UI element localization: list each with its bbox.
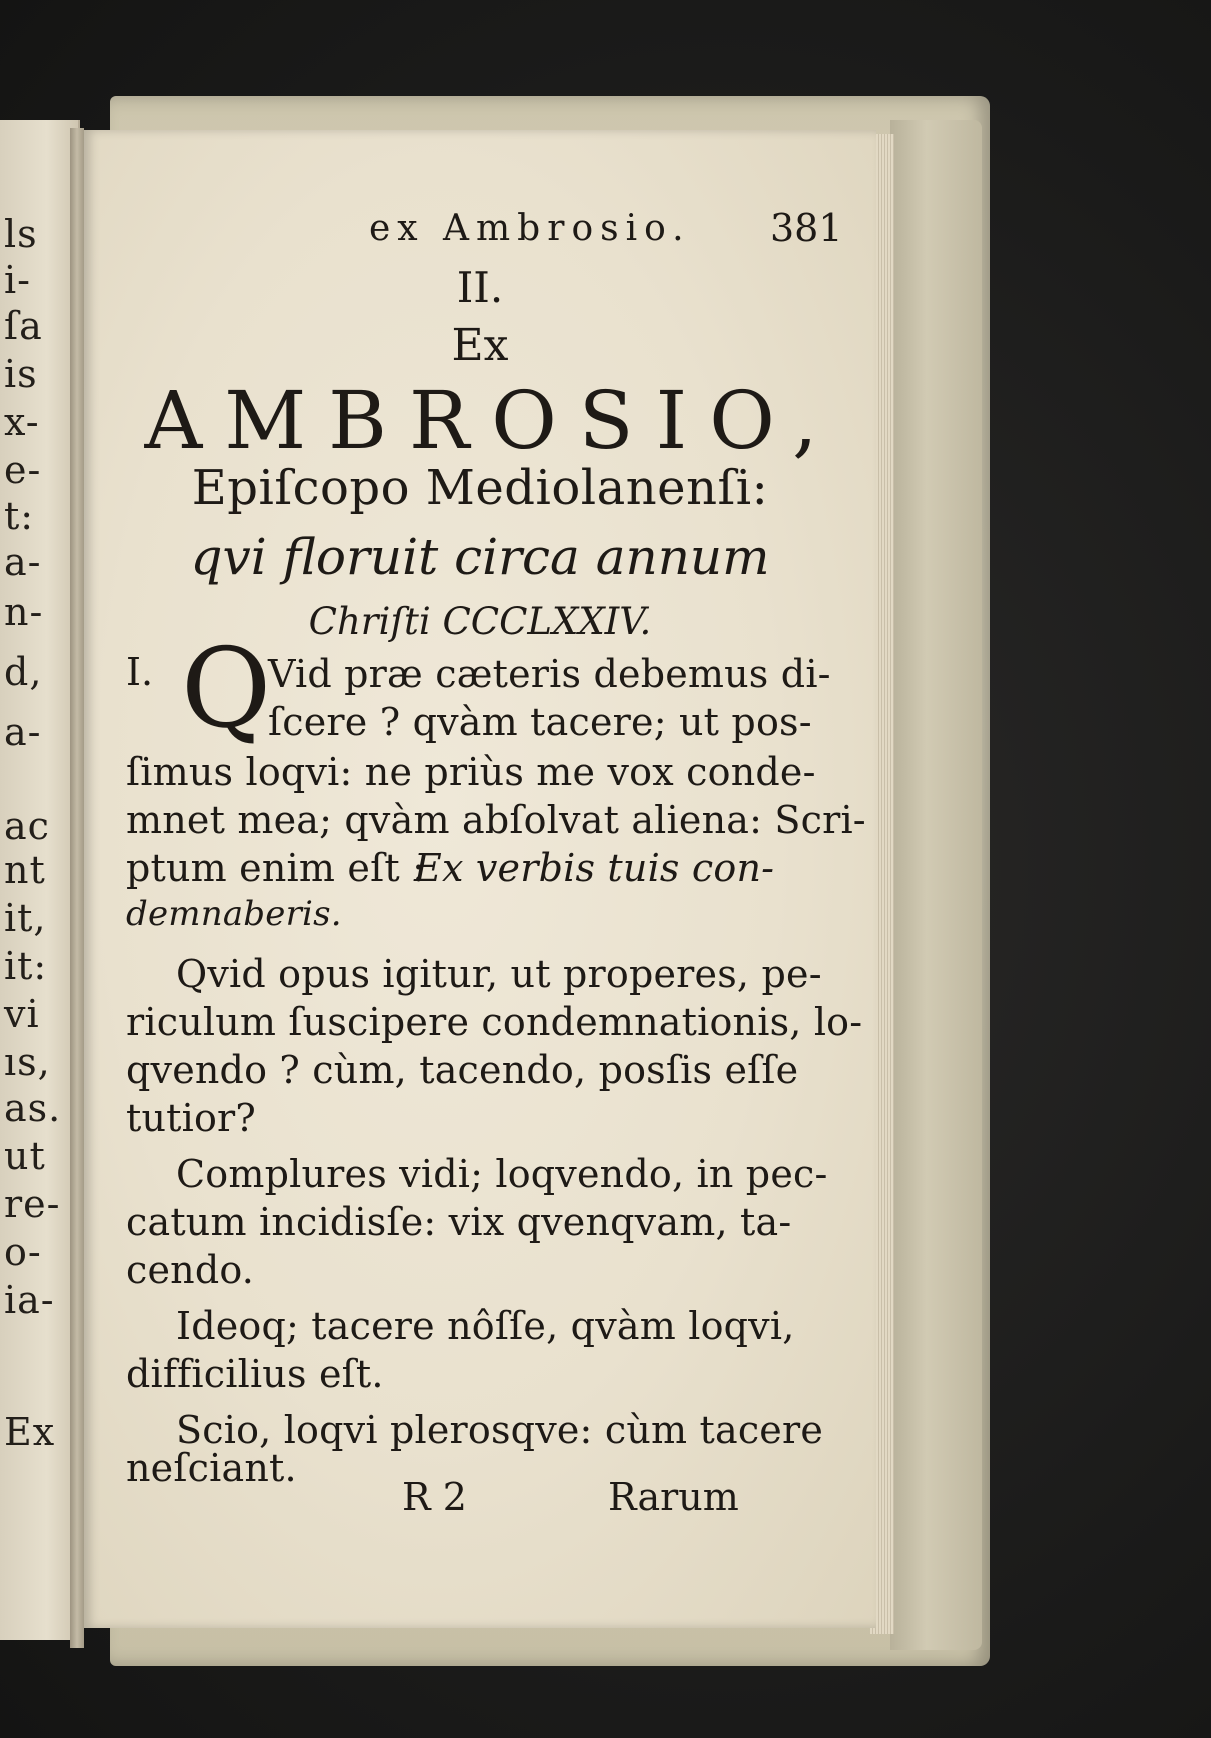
paragraph-number: I. [126, 650, 154, 694]
left-fragment: ls [4, 212, 38, 256]
left-page-text-fragments [4, 120, 74, 1640]
author-office: Epiſcopo Mediolanenſi: [191, 460, 769, 516]
book-gutter [70, 128, 84, 1648]
left-fragment: a- [4, 540, 42, 584]
text-line: Scio, loqvi plerosqve: cùm tacere [176, 1408, 824, 1452]
left-fragment: x- [4, 400, 40, 444]
text-line: ſimus loqvi: ne priùs me vox conde- [126, 750, 816, 794]
text-line: cendo. [126, 1248, 255, 1292]
left-fragment: vi [4, 992, 40, 1036]
text-line: Vid præ cæteris debemus di- [268, 652, 831, 696]
left-fragment: ut [4, 1134, 46, 1178]
left-fragment: e- [4, 448, 42, 492]
left-fragment: ſa [4, 304, 43, 348]
scripture-quote: Ex verbis tuis con- [414, 846, 775, 890]
left-page [0, 120, 80, 1640]
left-fragment: ia- [4, 1278, 55, 1322]
running-title: ex Ambrosio. [369, 208, 691, 249]
left-fragment: n- [4, 590, 44, 634]
left-fragment: i- [4, 258, 31, 302]
left-fragment: o- [4, 1230, 42, 1274]
left-fragment: is [4, 352, 38, 396]
text-line: riculum ſuscipere condemnationis, lo- [126, 1000, 863, 1044]
signature-mark: R 2 [402, 1475, 467, 1519]
text-line: Ideoq; tacere nôſſe, qvàm loqvi, [176, 1304, 795, 1348]
text-line: Complures vidi; loqvendo, in pec- [176, 1152, 828, 1196]
text-line: mnet mea; qvàm abſolvat aliena: Scri- [126, 798, 866, 842]
left-fragment: d, [4, 650, 43, 694]
left-fragment: Ex [4, 1410, 56, 1454]
text-line: difficilius eſt. [126, 1352, 384, 1396]
author-name: AMBROSIO, [144, 374, 840, 467]
text-line: neſciant. [126, 1446, 297, 1490]
left-fragment: nt [4, 848, 46, 892]
left-fragment: it, [4, 896, 47, 940]
cover-fore-edge [890, 120, 982, 1650]
date-line: Chriſti CCCLXXIV. [308, 600, 652, 643]
left-fragment: re- [4, 1182, 61, 1226]
text-line: ſcere ? qvàm tacere; ut pos- [268, 700, 812, 744]
text-line: ptum enim eſt : [126, 846, 426, 890]
left-fragment: it: [4, 944, 48, 988]
left-fragment: t: [4, 494, 35, 538]
left-fragment: ac [4, 804, 50, 848]
text-line: tutior? [126, 1096, 256, 1140]
drop-capital: Q [181, 624, 272, 752]
title-ex: Ex [451, 320, 509, 371]
left-fragment: ıs, [4, 1040, 51, 1084]
scripture-quote-end: demnaberis. [126, 894, 342, 934]
chapter-numeral: II. [456, 263, 504, 312]
floruit-line: qvi floruit circa annum [190, 528, 770, 586]
right-page [84, 130, 876, 1628]
text-line: Qvid opus igitur, ut properes, pe- [176, 952, 822, 996]
text-line: qvendo ? cùm, tacendo, posſis eſſe [126, 1048, 799, 1092]
page-number: 381 [770, 206, 843, 250]
left-fragment: a- [4, 710, 42, 754]
left-fragment: as. [4, 1086, 62, 1130]
text-line: catum incidisſe: vix qvenqvam, ta- [126, 1200, 792, 1244]
catchword: Rarum [608, 1475, 739, 1519]
